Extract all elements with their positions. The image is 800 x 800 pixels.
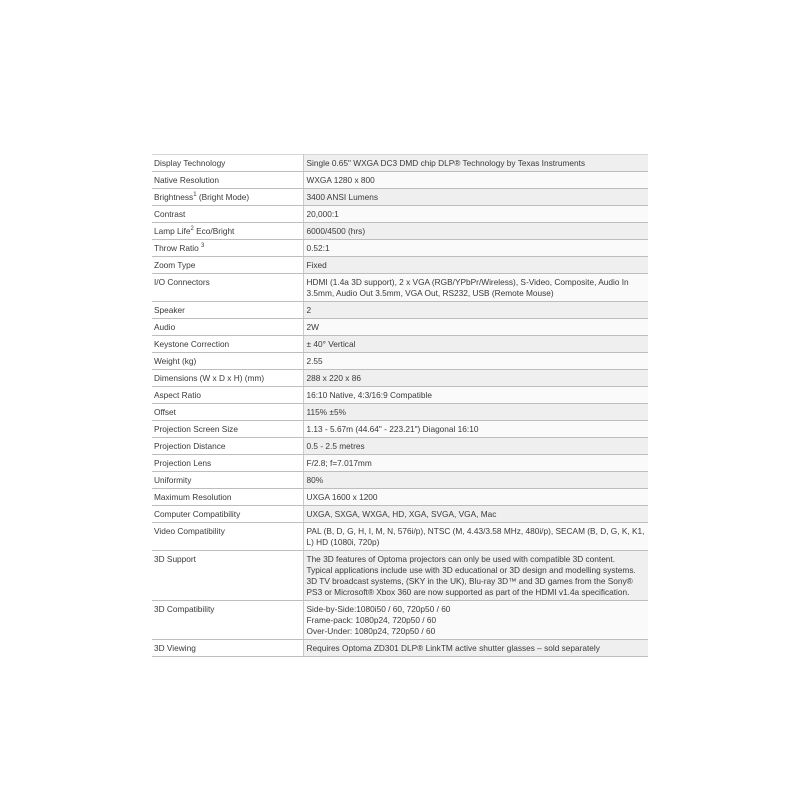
spec-value-line: 288 x 220 x 86: [306, 373, 361, 383]
spec-label: [152, 172, 303, 189]
spec-value: [303, 240, 648, 257]
spec-label: [152, 640, 303, 657]
spec-label-text: Uniformity: [154, 475, 192, 485]
spec-value: [303, 223, 648, 240]
spec-value-line: Typical applications include use with 3D educational or 3D design and modelling systems.: [306, 565, 636, 575]
spec-label-text: I/O Connectors: [154, 277, 210, 287]
spec-label: [152, 438, 303, 455]
spec-label: [152, 353, 303, 370]
spec-label: [152, 370, 303, 387]
spec-value: [303, 640, 648, 657]
spec-label-text: Brightness: [154, 192, 194, 202]
spec-label: [152, 421, 303, 438]
spec-value-line: 3400 ANSI Lumens: [306, 192, 378, 202]
spec-row: [152, 353, 648, 370]
spec-label: [152, 274, 303, 302]
spec-value: [303, 551, 648, 601]
spec-label: [152, 523, 303, 551]
spec-label: [152, 206, 303, 223]
spec-row: [152, 319, 648, 336]
spec-value-line: ± 40° Vertical: [306, 339, 356, 349]
spec-row: [152, 257, 648, 274]
spec-label-text: Keystone Correction: [154, 339, 230, 349]
spec-label-text: Video Compatibility: [154, 526, 225, 536]
spec-row: [152, 155, 648, 172]
spec-label-text: Audio: [154, 322, 176, 332]
spec-value: [303, 601, 648, 640]
spec-label: [152, 319, 303, 336]
spec-row: [152, 189, 648, 206]
spec-label-text: Weight (kg): [154, 356, 197, 366]
footnote-marker: 2: [190, 226, 194, 233]
spec-row: [152, 387, 648, 404]
spec-value-line: 80%: [306, 475, 324, 485]
spec-value: [303, 257, 648, 274]
spec-label-text: Native Resolution: [154, 175, 220, 185]
footnote-marker: 1: [193, 192, 197, 199]
specifications-table-body: [152, 155, 648, 657]
spec-row: [152, 206, 648, 223]
spec-value: [303, 438, 648, 455]
spec-label-suffix: (Bright Mode): [196, 192, 250, 202]
spec-row: [152, 274, 648, 302]
spec-value-line: Single 0.65" WXGA DC3 DMD chip DLP® Technology by Texas Instruments: [306, 158, 586, 168]
spec-value-line: 0.52:1: [306, 243, 330, 253]
spec-row: [152, 421, 648, 438]
spec-value: [303, 319, 648, 336]
spec-value: [303, 353, 648, 370]
spec-label-text: Maximum Resolution: [154, 492, 232, 502]
spec-value-line: Side-by-Side:1080i50 / 60, 720p50 / 60: [306, 604, 451, 614]
spec-value-line: 3.5mm, Audio Out 3.5mm, VGA Out, RS232, USB (Remote Mouse): [306, 288, 554, 298]
spec-row: [152, 455, 648, 472]
spec-label: [152, 223, 303, 240]
spec-value-line: HDMI (1.4a 3D support), 2 x VGA (RGB/YPbPr/Wireless), S-Video, Composite, Audio In: [306, 277, 629, 287]
spec-value: [303, 404, 648, 421]
spec-value: [303, 523, 648, 551]
spec-value-line: F/2.8; f=7.017mm: [306, 458, 372, 468]
spec-value-line: 16:10 Native, 4:3/16:9 Compatible: [306, 390, 432, 400]
spec-value-line: Requires Optoma ZD301 DLP® LinkTM active shutter glasses – sold separately: [306, 643, 600, 653]
spec-value-line: 6000/4500 (hrs): [306, 226, 366, 236]
spec-label: [152, 472, 303, 489]
spec-label-text: Projection Lens: [154, 458, 212, 468]
spec-value-line: 3D TV broadcast systems, (SKY in the UK), Blu-ray 3D™ and 3D games from the Sony®: [306, 576, 633, 586]
spec-label-text: Throw Ratio: [154, 243, 202, 253]
spec-label: [152, 336, 303, 353]
spec-value: [303, 302, 648, 319]
spec-value: [303, 336, 648, 353]
spec-row: [152, 438, 648, 455]
spec-value-line: Frame-pack: 1080p24, 720p50 / 60: [306, 615, 437, 625]
spec-value-line: L) HD (1080i, 720p): [306, 537, 380, 547]
spec-label: [152, 155, 303, 172]
spec-label-text: Zoom Type: [154, 260, 196, 270]
spec-label: [152, 455, 303, 472]
spec-label: [152, 302, 303, 319]
spec-row: [152, 370, 648, 387]
spec-label-text: Offset: [154, 407, 176, 417]
spec-label-text: 3D Support: [154, 554, 196, 564]
spec-row: [152, 551, 648, 601]
spec-label: [152, 506, 303, 523]
spec-label-text: Contrast: [154, 209, 186, 219]
spec-value-line: 2W: [306, 322, 319, 332]
spec-row: [152, 223, 648, 240]
spec-label-text: Lamp Life: [154, 226, 191, 236]
spec-row: [152, 404, 648, 421]
spec-row: [152, 472, 648, 489]
spec-value-line: 2.55: [306, 356, 323, 366]
spec-label: [152, 404, 303, 421]
spec-label: [152, 387, 303, 404]
spec-value: [303, 189, 648, 206]
spec-value-line: Over-Under: 1080p24, 720p50 / 60: [306, 626, 436, 636]
spec-value: [303, 155, 648, 172]
spec-value: [303, 421, 648, 438]
spec-value-line: 1.13 - 5.67m (44.64" - 223.21") Diagonal 16:10: [306, 424, 479, 434]
spec-label-text: Projection Screen Size: [154, 424, 238, 434]
specifications-table: [152, 154, 648, 657]
spec-label: [152, 240, 303, 257]
spec-value-line: PS3 or Microsoft® Xbox 360 are now supported as part of the HDMI v1.4a specification.: [306, 587, 630, 597]
spec-label-text: Display Technology: [154, 158, 226, 168]
spec-value-line: 20,000:1: [306, 209, 339, 219]
spec-row: [152, 172, 648, 189]
spec-value: [303, 370, 648, 387]
spec-row: [152, 601, 648, 640]
spec-row: [152, 640, 648, 657]
spec-label-text: 3D Compatibility: [154, 604, 215, 614]
spec-value-line: 115% ±5%: [306, 407, 346, 417]
spec-label-text: Dimensions (W x D x H) (mm): [154, 373, 265, 383]
spec-value: [303, 274, 648, 302]
spec-label: [152, 189, 303, 206]
footnote-marker: 3: [201, 243, 205, 250]
spec-label-text: Speaker: [154, 305, 185, 315]
spec-label-suffix: Eco/Bright: [193, 226, 235, 236]
spec-row: [152, 506, 648, 523]
spec-value: [303, 472, 648, 489]
spec-value-line: PAL (B, D, G, H, I, M, N, 576i/p), NTSC (M, 4.43/3.58 MHz, 480i/p), SECAM (B, D, G, K, K1,: [306, 526, 645, 536]
spec-label: [152, 489, 303, 506]
spec-label-text: Computer Compatibility: [154, 509, 241, 519]
spec-value-line: 2: [306, 305, 312, 315]
spec-label-text: 3D Viewing: [154, 643, 196, 653]
spec-value: [303, 506, 648, 523]
spec-value: [303, 387, 648, 404]
spec-label-text: Aspect Ratio: [154, 390, 202, 400]
spec-row: [152, 336, 648, 353]
spec-label: [152, 257, 303, 274]
spec-row: [152, 240, 648, 257]
spec-label: [152, 601, 303, 640]
spec-label-text: Projection Distance: [154, 441, 226, 451]
spec-value: [303, 172, 648, 189]
spec-value: [303, 206, 648, 223]
spec-value-line: 0.5 - 2.5 metres: [306, 441, 365, 451]
spec-value-line: The 3D features of Optoma projectors can only be used with compatible 3D content.: [306, 554, 616, 564]
spec-row: [152, 489, 648, 506]
spec-value-line: UXGA, SXGA, WXGA, HD, XGA, SVGA, VGA, Mac: [306, 509, 497, 519]
spec-value: [303, 489, 648, 506]
spec-value-line: WXGA 1280 x 800: [306, 175, 375, 185]
spec-value-line: UXGA 1600 x 1200: [306, 492, 378, 502]
spec-value: [303, 455, 648, 472]
spec-label: [152, 551, 303, 601]
spec-value-line: Fixed: [306, 260, 327, 270]
spec-row: [152, 523, 648, 551]
spec-row: [152, 302, 648, 319]
